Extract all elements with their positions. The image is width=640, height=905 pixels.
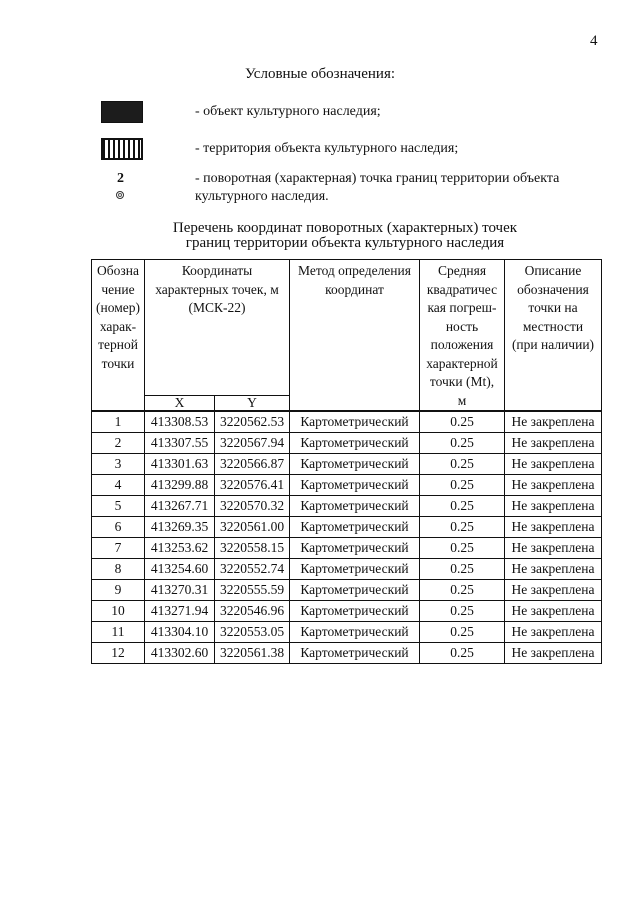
header-x: X: [145, 396, 215, 412]
description-cell: Не закреплена: [505, 622, 602, 643]
point-number-label: 2: [117, 171, 124, 186]
description-cell: Не закреплена: [505, 643, 602, 664]
description-cell: Не закреплена: [505, 411, 602, 433]
method-cell: Картометрический: [290, 580, 420, 601]
method-cell: Картометрический: [290, 454, 420, 475]
header-y: Y: [215, 396, 290, 412]
coordinates-list-title-line1: Перечень координат поворотных (характерных) точек: [172, 220, 518, 236]
method-cell: Картометрический: [290, 559, 420, 580]
table-row: [92, 580, 602, 601]
page-number: 4: [590, 33, 598, 49]
description-cell: Не закреплена: [505, 517, 602, 538]
point-number-cell: 3: [92, 454, 145, 475]
description-cell: Не закреплена: [505, 475, 602, 496]
header-accuracy-line: положения: [430, 337, 494, 352]
accuracy-cell: 0.25: [420, 622, 505, 643]
coordinates-list-title: [0, 221, 640, 251]
point-number-cell: 12: [92, 643, 145, 664]
accuracy-cell: 0.25: [420, 559, 505, 580]
point-number-cell: 6: [92, 517, 145, 538]
x-coordinate-cell: 413302.60: [145, 643, 215, 664]
description-cell: Не закреплена: [505, 559, 602, 580]
accuracy-cell: 0.25: [420, 517, 505, 538]
x-coordinate-cell: 413270.31: [145, 580, 215, 601]
x-coordinate-cell: 413271.94: [145, 601, 215, 622]
description-cell: Не закреплена: [505, 433, 602, 454]
table-row: [92, 601, 602, 622]
legend-item-turning-point: - поворотная (характерная) точка границ территории объекта культурного наследия.: [195, 171, 560, 204]
table-row: [92, 643, 602, 664]
point-number-cell: 5: [92, 496, 145, 517]
table-header-row: [92, 260, 602, 396]
header-accuracy-line: квадратичес: [426, 281, 498, 297]
y-coordinate-cell: 3220555.59: [215, 580, 290, 601]
header-method-line: координат: [325, 281, 384, 297]
coordinates-list-title-line2: границ территории объекта культурного наследия: [185, 235, 505, 251]
table-row: [92, 538, 602, 559]
header-accuracy: [420, 260, 505, 412]
header-designation-line: чение: [101, 281, 135, 297]
accuracy-cell: 0.25: [420, 538, 505, 559]
description-cell: Не закреплена: [505, 454, 602, 475]
x-coordinate-cell: 413308.53: [145, 411, 215, 433]
header-designation-line: Обозна: [97, 263, 139, 278]
y-coordinate-cell: 3220553.05: [215, 622, 290, 643]
header-accuracy-line: ность: [445, 318, 479, 334]
method-cell: Картометрический: [290, 538, 420, 559]
header-description-line: обозначения: [517, 281, 589, 297]
x-coordinate-cell: 413267.71: [145, 496, 215, 517]
header-description-line: (при наличии): [511, 337, 595, 352]
accuracy-cell: 0.25: [420, 433, 505, 454]
header-description-line: точки на: [528, 300, 578, 315]
method-cell: Картометрический: [290, 433, 420, 454]
point-number-cell: 2: [92, 433, 145, 454]
y-coordinate-cell: 3220562.53: [215, 411, 290, 433]
header-designation: [92, 260, 145, 412]
description-cell: Не закреплена: [505, 538, 602, 559]
accuracy-cell: 0.25: [420, 496, 505, 517]
table-row: [92, 475, 602, 496]
legend-title: Условные обозначения:: [244, 66, 396, 82]
turning-point-icon: [116, 191, 124, 199]
header-designation-line: (номер): [96, 300, 140, 315]
header-coordinates-line: (МСК-22): [188, 300, 246, 315]
x-coordinate-cell: 413269.35: [145, 517, 215, 538]
header-accuracy-line: Средняя: [437, 263, 487, 278]
table-row: [92, 433, 602, 454]
x-coordinate-cell: 413307.55: [145, 433, 215, 454]
header-designation-line: харак-: [99, 318, 137, 334]
header-description-line: местности: [522, 318, 584, 334]
table-row: [92, 411, 602, 433]
header-designation-line: точки: [101, 355, 135, 371]
method-cell: Картометрический: [290, 411, 420, 433]
header-coordinates-line: характерных точек, м: [155, 281, 279, 297]
table-row: [92, 559, 602, 580]
table-row: [92, 622, 602, 643]
method-cell: Картометрический: [290, 496, 420, 517]
accuracy-cell: 0.25: [420, 580, 505, 601]
point-number-cell: 4: [92, 475, 145, 496]
header-method-line: Метод определения: [298, 263, 411, 278]
table-row: [92, 517, 602, 538]
y-coordinate-cell: 3220561.00: [215, 517, 290, 538]
accuracy-cell: 0.25: [420, 643, 505, 664]
method-cell: Картометрический: [290, 643, 420, 664]
table-row: [92, 454, 602, 475]
x-coordinate-cell: 413253.62: [145, 538, 215, 559]
y-coordinate-cell: 3220570.32: [215, 496, 290, 517]
y-coordinate-cell: 3220561.38: [215, 643, 290, 664]
point-number-cell: 9: [92, 580, 145, 601]
header-method: [290, 260, 420, 412]
description-cell: Не закреплена: [505, 601, 602, 622]
point-number-cell: 8: [92, 559, 145, 580]
method-cell: Картометрический: [290, 517, 420, 538]
header-description-line: Описание: [524, 263, 582, 278]
method-cell: Картометрический: [290, 601, 420, 622]
point-number-cell: 7: [92, 538, 145, 559]
coordinates-table: [91, 259, 602, 664]
table-body: [92, 411, 602, 664]
header-designation-line: терной: [98, 337, 138, 352]
header-coordinates: [145, 260, 290, 396]
method-cell: Картометрический: [290, 475, 420, 496]
x-coordinate-cell: 413299.88: [145, 475, 215, 496]
accuracy-cell: 0.25: [420, 601, 505, 622]
accuracy-cell: 0.25: [420, 475, 505, 496]
legend-item-object: - объект культурного наследия;: [195, 104, 381, 119]
legend-item-territory: - территория объекта культурного наследия;: [195, 141, 459, 156]
header-accuracy-line: кая погреш-: [427, 300, 497, 315]
x-coordinate-cell: 413301.63: [145, 454, 215, 475]
x-coordinate-cell: 413304.10: [145, 622, 215, 643]
header-accuracy-line: точки (Mt),: [429, 374, 495, 389]
description-cell: Не закреплена: [505, 580, 602, 601]
table-row: [92, 496, 602, 517]
y-coordinate-cell: 3220552.74: [215, 559, 290, 580]
point-number-cell: 11: [92, 622, 145, 643]
cultural-heritage-territory-swatch-icon: [101, 138, 143, 160]
header-coordinates-line: Координаты: [181, 263, 253, 278]
method-cell: Картометрический: [290, 622, 420, 643]
point-number-cell: 1: [92, 411, 145, 433]
accuracy-cell: 0.25: [420, 454, 505, 475]
x-coordinate-cell: 413254.60: [145, 559, 215, 580]
header-accuracy-line: м: [457, 392, 467, 408]
y-coordinate-cell: 3220546.96: [215, 601, 290, 622]
description-cell: Не закреплена: [505, 496, 602, 517]
y-coordinate-cell: 3220576.41: [215, 475, 290, 496]
header-accuracy-line: характерной: [426, 355, 498, 371]
accuracy-cell: 0.25: [420, 411, 505, 433]
point-number-cell: 10: [92, 601, 145, 622]
cultural-heritage-object-swatch-icon: [101, 101, 143, 123]
y-coordinate-cell: 3220567.94: [215, 433, 290, 454]
y-coordinate-cell: 3220558.15: [215, 538, 290, 559]
y-coordinate-cell: 3220566.87: [215, 454, 290, 475]
header-description: [505, 260, 602, 412]
